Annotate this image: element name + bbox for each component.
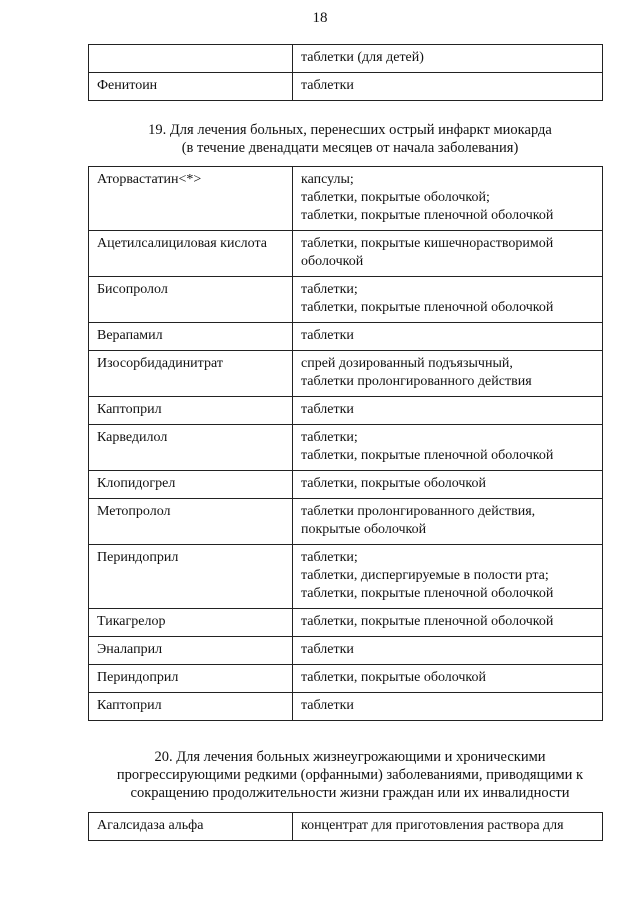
drug-table-continued: [88, 44, 603, 101]
dosage-form-line: спрей дозированный подъязычный,: [301, 356, 513, 371]
table-row: [89, 397, 603, 425]
dosage-form-line: таблетки;: [301, 282, 358, 297]
table-row: [89, 499, 603, 545]
dosage-form-cell: [293, 609, 603, 637]
dosage-form-cell: [293, 277, 603, 323]
dosage-form-cell: [293, 693, 603, 721]
dosage-form-cell: [293, 637, 603, 665]
dosage-form-line: концентрат для приготовления раствора для: [301, 818, 564, 833]
table-row: [89, 323, 603, 351]
dosage-form-line: таблетки, покрытые оболочкой: [301, 670, 487, 685]
dosage-form-cell: [293, 397, 603, 425]
dosage-form-line: покрытые оболочкой: [301, 522, 427, 537]
dosage-form-line: таблетки, покрытые оболочкой;: [301, 190, 490, 205]
drug-table-section-20: [88, 812, 603, 841]
page-number: 18: [312, 10, 328, 26]
dosage-form-cell: [293, 499, 603, 545]
heading-line: 20. Для лечения больных жизнеугрожающими и хроническими: [154, 749, 546, 765]
dosage-form-cell: [293, 231, 603, 277]
drug-name-cell: Периндоприл: [89, 665, 293, 693]
drug-name-cell: Метопролол: [89, 499, 293, 545]
dosage-form-line: таблетки: [301, 698, 354, 713]
dosage-form-line: таблетки пролонгированного действия: [301, 374, 532, 389]
dosage-form-line: таблетки: [301, 642, 354, 657]
table-row: [89, 167, 603, 231]
table-row: [89, 471, 603, 499]
heading-line: сокращению продолжительности жизни граждан или их инвалидности: [130, 785, 570, 801]
section-19-heading: [60, 121, 640, 157]
table-row: [89, 813, 603, 841]
dosage-form-line: таблетки;: [301, 430, 358, 445]
dosage-form-line: таблетки, диспергируемые в полости рта;: [301, 568, 549, 583]
heading-line: (в течение двенадцати месяцев от начала заболевания): [181, 140, 519, 156]
drug-name-cell: Периндоприл: [89, 545, 293, 609]
table-row: [89, 545, 603, 609]
table-row: [89, 351, 603, 397]
dosage-form-line: таблетки пролонгированного действия,: [301, 504, 536, 519]
dosage-form-line: капсулы;: [301, 172, 354, 187]
table-row: [89, 693, 603, 721]
dosage-form-line: таблетки: [301, 402, 354, 417]
dosage-form-cell: [293, 665, 603, 693]
section-20-heading: [60, 748, 640, 802]
drug-name-cell: Каптоприл: [89, 693, 293, 721]
dosage-form-line: таблетки, покрытые пленочной оболочкой: [301, 448, 554, 463]
dosage-form-line: таблетки, покрытые пленочной оболочкой: [301, 208, 554, 223]
dosage-form-cell: [293, 73, 603, 101]
drug-name-cell: Агалсидаза альфа: [89, 813, 293, 841]
dosage-form-line: таблетки, покрытые пленочной оболочкой: [301, 300, 554, 315]
dosage-form-line: таблетки (для детей): [301, 50, 424, 65]
drug-name-cell: Карведилол: [89, 425, 293, 471]
table-row: [89, 231, 603, 277]
dosage-form-line: таблетки, покрытые пленочной оболочкой: [301, 586, 554, 601]
table-row: [89, 665, 603, 693]
drug-name-cell: Тикагрелор: [89, 609, 293, 637]
table-row: [89, 277, 603, 323]
drug-name-cell: Каптоприл: [89, 397, 293, 425]
drug-name-cell: Ацетилсалициловая кислота: [89, 231, 293, 277]
drug-name-cell: [89, 45, 293, 73]
drug-table-section-19: [88, 166, 603, 721]
table-row: [89, 609, 603, 637]
drug-name-cell: Изосорбидадинитрат: [89, 351, 293, 397]
dosage-form-cell: [293, 351, 603, 397]
drug-name-cell: Клопидогрел: [89, 471, 293, 499]
dosage-form-cell: [293, 323, 603, 351]
drug-name-cell: Фенитоин: [89, 73, 293, 101]
heading-line: 19. Для лечения больных, перенесших острый инфаркт миокарда: [148, 122, 552, 138]
dosage-form-line: таблетки;: [301, 550, 358, 565]
table-row: [89, 45, 603, 73]
dosage-form-line: таблетки: [301, 328, 354, 343]
table-row: [89, 425, 603, 471]
dosage-form-cell: [293, 45, 603, 73]
dosage-form-cell: [293, 545, 603, 609]
drug-name-cell: Эналаприл: [89, 637, 293, 665]
dosage-form-line: таблетки: [301, 78, 354, 93]
dosage-form-line: таблетки, покрытые оболочкой: [301, 476, 487, 491]
dosage-form-cell: [293, 471, 603, 499]
dosage-form-line: таблетки, покрытые кишечнорастворимой: [301, 236, 554, 251]
dosage-form-cell: [293, 425, 603, 471]
table-row: [89, 73, 603, 101]
table-row: [89, 637, 603, 665]
drug-name-cell: Аторвастатин<*>: [89, 167, 293, 231]
dosage-form-cell: [293, 167, 603, 231]
dosage-form-line: таблетки, покрытые пленочной оболочкой: [301, 614, 554, 629]
drug-name-cell: Бисопролол: [89, 277, 293, 323]
dosage-form-line: оболочкой: [301, 254, 364, 269]
heading-line: прогрессирующими редкими (орфанными) заболеваниями, приводящими к: [116, 767, 584, 783]
drug-name-cell: Верапамил: [89, 323, 293, 351]
dosage-form-cell: [293, 813, 603, 841]
